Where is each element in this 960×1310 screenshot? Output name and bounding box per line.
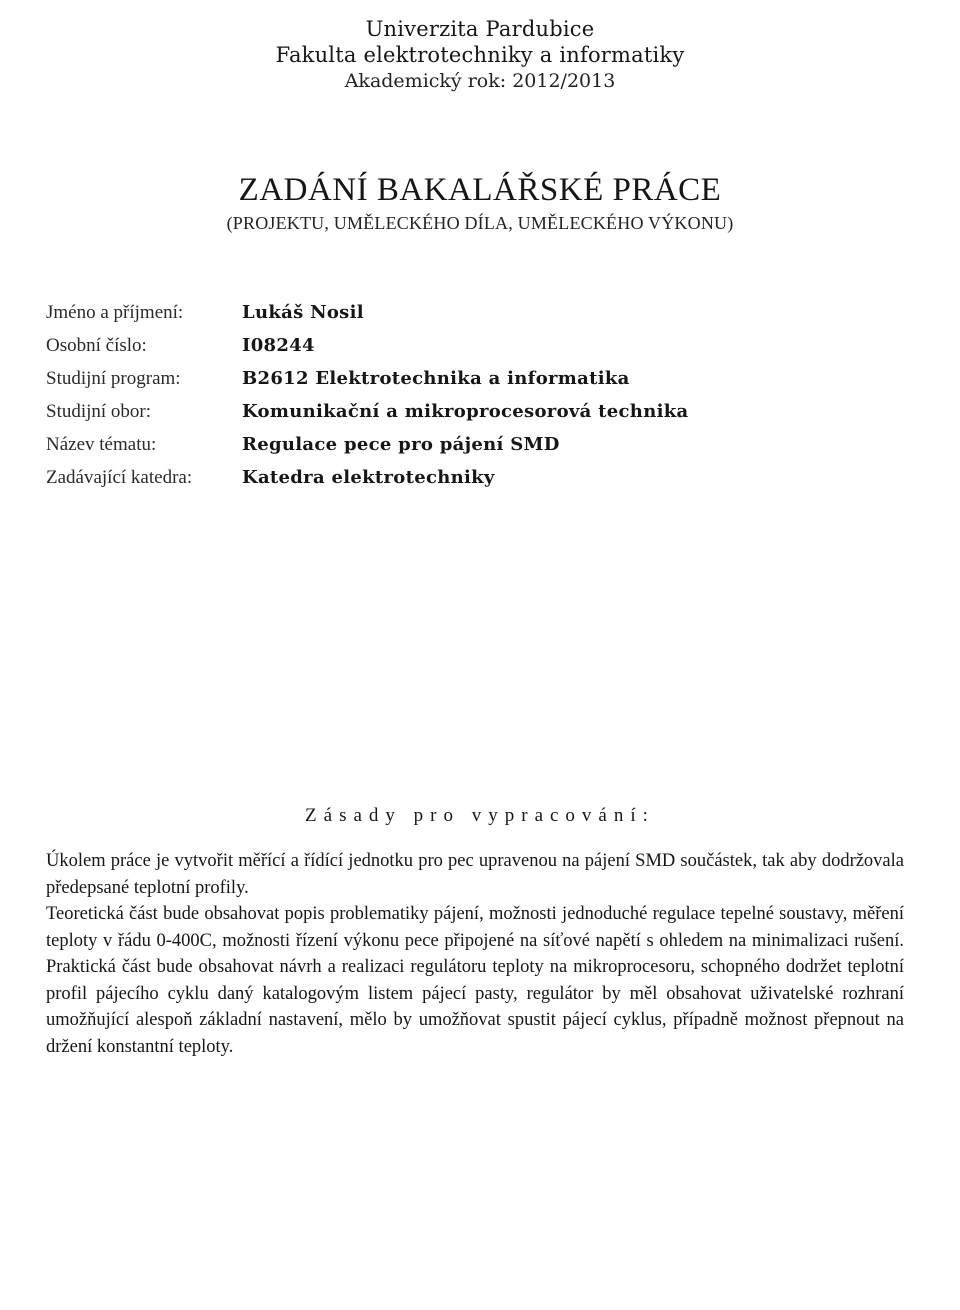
faculty-name: Fakulta elektrotechniky a informatiky [275,43,685,67]
document-title: ZADÁNÍ BAKALÁŘSKÉ PRÁCE [238,172,722,208]
info-value: Katedra elektrotechniky [242,467,495,488]
info-label: Jméno a příjmení: [46,301,184,323]
info-value: Lukáš Nosil [242,302,364,323]
paragraph: Úkolem práce je vytvořit měřící a řídící jednotku pro pec upravenou na pájení SMD součástek, tak aby dodržovala předepsané teplotní profily. [46,851,904,898]
info-row-name [46,296,926,329]
info-value: B2612 Elektrotechnika a informatika [242,368,630,389]
document-subtitle: (PROJEKTU, UMĚLECKÉHO DÍLA, UMĚLECKÉHO VÝKONU) [226,213,734,233]
academic-year-label: Akademický rok: [344,70,507,92]
info-value: Komunikační a mikroprocesorová technika [242,401,689,422]
info-row-department [46,461,926,494]
info-value: I08244 [242,335,315,356]
title-block [0,170,960,236]
info-label: Zadávající katedra: [46,466,193,488]
info-label: Osobní číslo: [46,334,147,356]
university-name: Univerzita Pardubice [365,17,595,41]
section-heading: Zásady pro vypracování: [305,805,655,826]
info-row-topic [46,428,926,461]
info-row-study-field [46,395,926,428]
info-row-study-program [46,362,926,395]
info-row-personal-number [46,329,926,362]
info-value: Regulace pece pro pájení SMD [242,434,560,455]
student-info [46,296,926,494]
academic-year [0,68,960,94]
paragraph: Teoretická část bude obsahovat popis problematiky pájení, možnosti jednoduché regulace tepelné soustavy, měření teploty v řádu 0-400C, možnosti řízení výkonu pece připojené na síťové napětí s ohledem na minimalizaci rušení. Praktická část bude obsahovat návrh a realizaci regulátoru teploty na mikroprocesoru, schopného dodržet teplotní profil pájecího cyklu daný katalogovým listem pájecí pasty, regulátor by měl obsahovat uživatelské rozhraní umožňující alespoň základní nastavení, mělo by umožňovat spustit pájecí cyklus, případně možnost přepnout na držení konstantní teploty. [46,904,904,1057]
info-label: Studijní program: [46,367,181,389]
info-label: Název tématu: [46,433,157,455]
info-label: Studijní obor: [46,400,152,422]
academic-year-value: 2012/2013 [512,70,616,92]
document-header [0,16,960,94]
section-body [46,848,904,1060]
